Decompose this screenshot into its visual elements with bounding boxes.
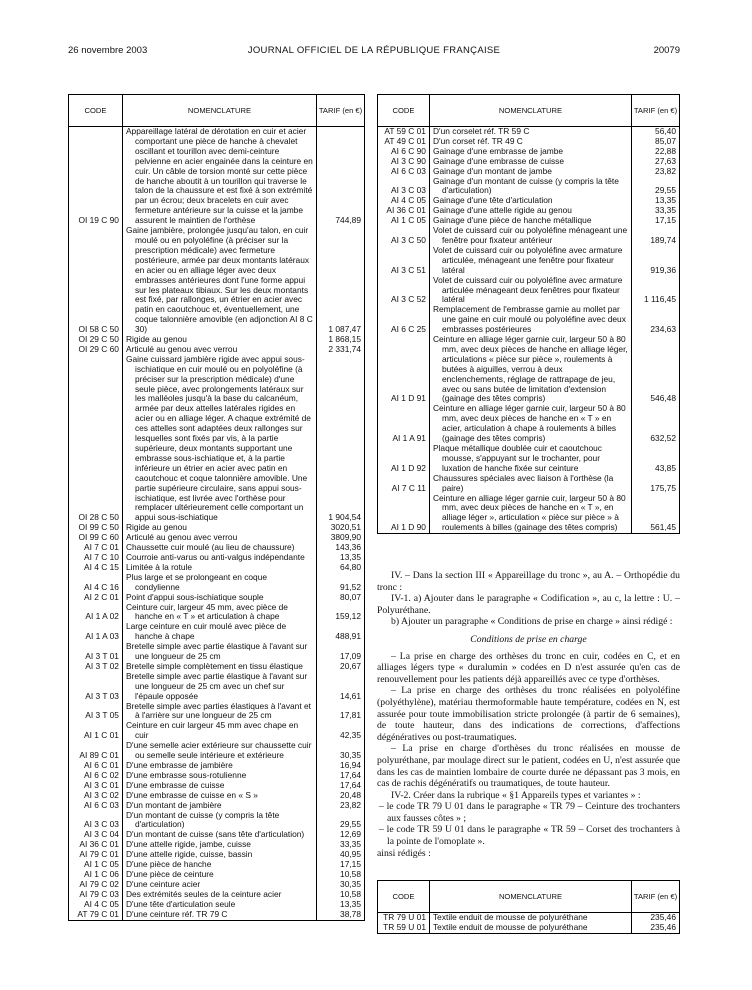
row-tarif: 14,61 — [317, 672, 365, 702]
table-row — [378, 335, 680, 404]
row-nomenclature-text: Chaussette cuir moulé (au lieu de chaussure) — [125, 542, 295, 553]
table-row — [69, 593, 365, 603]
header-page-number: 20079 — [653, 45, 680, 56]
row-tarif: 13,35 — [632, 196, 680, 206]
row-tarif: 17,81 — [317, 702, 365, 722]
row-tarif: 30,35 — [317, 741, 365, 761]
row-nomenclature — [122, 622, 316, 642]
row-code: AI 2 C 01 — [69, 593, 123, 603]
row-tarif: 91,52 — [317, 573, 365, 593]
small-nomenclature-table — [377, 880, 680, 934]
row-tarif: 27,63 — [632, 157, 680, 167]
row-tarif: 175,75 — [632, 474, 680, 494]
row-nomenclature — [429, 226, 631, 246]
row-tarif: 23,82 — [317, 801, 365, 811]
table-row — [69, 741, 365, 761]
row-nomenclature-text: Bretelle simple avec partie élastique à l'avant sur une longueur de 25 cm — [125, 641, 308, 662]
row-tarif: 20,67 — [317, 662, 365, 672]
row-code: AI 3 C 01 — [69, 781, 123, 791]
table-row — [378, 246, 680, 276]
row-code: AI 1 A 91 — [378, 404, 430, 444]
table-row — [378, 177, 680, 197]
row-code: AI 1 C 06 — [69, 870, 123, 880]
row-code: AI 7 C 11 — [378, 474, 430, 494]
row-tarif: 17,64 — [317, 771, 365, 781]
row-nomenclature-text: Gaine jambière, prolongée jusqu'au talon, en cuir moulé ou en polyoléfine (à préciser sur la prescription médicale) avec fermeture postérieure, armée par deux montants latéraux en acier ou en alliage léger avec deux embrasses antérieures dont l'une forme appui sur les plateaux tibiaux. Sur les deux montants est fixé, par rallonges, un étrier en acier avec patin en caoutchouc et, éventuellement, une coque talonnière amovible (en adjonction AI 8 C 30) — [125, 225, 313, 335]
row-nomenclature-text: Gainage d'une pièce de hanche métallique — [432, 215, 592, 226]
row-tarif: 159,12 — [317, 603, 365, 623]
row-tarif: 43,85 — [632, 444, 680, 474]
row-code: AI 3 T 01 — [69, 642, 123, 662]
row-code: AI 1 C 05 — [378, 216, 430, 226]
row-tarif: 22,88 — [632, 147, 680, 157]
row-nomenclature-text: Bretelle simple complètement en tissu élastique — [125, 660, 303, 671]
row-tarif: 235,46 — [632, 913, 680, 923]
row-nomenclature-text: Ceinture en alliage léger garnie cuir, largeur 50 à 80 mm, avec deux pièces de hanche en alliage léger, articulations « pièce sur pièce », roulements à butées à aiguilles, verrou à deux enclenchements, réglage de rattrapage de jeu, avec ou sans butée de limitation d'extension (gainage des têtes compris) — [432, 334, 628, 404]
row-nomenclature-text: D'une embrasse de cuisse en « S » — [125, 789, 258, 800]
row-tarif: 143,36 — [317, 543, 365, 553]
right-nomenclature-table — [377, 94, 680, 534]
table-row — [378, 226, 680, 246]
row-nomenclature-text: Point d'appui sous-ischiatique souple — [125, 591, 264, 602]
row-tarif: 234,63 — [632, 305, 680, 335]
row-tarif: 33,35 — [317, 840, 365, 850]
row-nomenclature-text: D'une embrasse de jambière — [125, 760, 233, 770]
row-code: TR 59 U 01 — [378, 923, 430, 933]
table-row — [69, 811, 365, 831]
paragraph-iv-1-b: b) Ajouter un paragraphe « Conditions de prise en charge » ainsi rédigé : — [391, 616, 673, 628]
row-tarif: 13,35 — [317, 553, 365, 563]
table-row — [69, 910, 365, 920]
row-code: AI 79 C 03 — [69, 890, 123, 900]
row-nomenclature-text: Volet de cuissard cuir ou polyoléfine avec armature articulée ménageant deux fenêtres pour fixateur latéral — [432, 274, 623, 305]
row-code: AI 6 C 02 — [69, 771, 123, 781]
row-nomenclature-text: Gainage d'une embrasse de cuisse — [432, 155, 564, 166]
table-row — [378, 305, 680, 335]
row-tarif: 744,89 — [317, 127, 365, 227]
row-tarif: 33,35 — [632, 206, 680, 216]
row-nomenclature — [122, 672, 316, 702]
row-code: AI 6 C 25 — [378, 305, 430, 335]
col-nomenclature-header: NOMENCLATURE — [429, 881, 631, 913]
row-tarif: 80,07 — [317, 593, 365, 603]
row-nomenclature-text: D'une embrasse sous-rotulienne — [125, 769, 247, 780]
row-code: AI 6 C 03 — [378, 167, 430, 177]
row-tarif: 40,95 — [317, 850, 365, 860]
col-code-header: CODE — [378, 95, 430, 127]
row-nomenclature-text: D'une pièce de ceinture — [125, 868, 214, 879]
row-nomenclature — [122, 226, 316, 335]
row-nomenclature-text: Limitée à la rotule — [125, 561, 193, 572]
list-item-tr79: – le code TR 79 U 01 dans le paragraphe « TR 79 – Ceinture des trochanters aux fausses côtes » ; — [379, 801, 680, 824]
row-nomenclature — [429, 494, 631, 534]
row-code: OI 19 C 90 — [69, 127, 123, 227]
row-nomenclature-text: Chaussures spéciales avec liaison à l'orthèse (la paire) — [432, 472, 614, 493]
paragraph-ainsi-rediges: ainsi rédigés : — [377, 847, 431, 859]
row-code: OI 99 C 60 — [69, 533, 123, 543]
row-nomenclature-text: D'un corselet réf. TR 59 C — [432, 126, 530, 136]
row-nomenclature — [122, 127, 316, 227]
col-tarif-header: TARIF (en €) — [632, 95, 680, 127]
row-nomenclature — [429, 335, 631, 404]
row-code: AT 49 C 01 — [378, 137, 430, 147]
row-tarif: 1 868,15 — [317, 335, 365, 345]
table-row — [69, 642, 365, 662]
row-tarif: 235,46 — [632, 923, 680, 933]
row-tarif: 17,64 — [317, 781, 365, 791]
text-block — [377, 570, 680, 859]
row-nomenclature — [429, 305, 631, 335]
row-tarif: 632,52 — [632, 404, 680, 444]
table-row — [378, 444, 680, 474]
row-tarif: 3020,51 — [317, 523, 365, 533]
row-code: AI 6 C 90 — [378, 147, 430, 157]
row-nomenclature-text: Plaque métallique doublée cuir et caoutchouc mousse, s'appuyant sur le trochanter, pour luxation de hanche fixée sur ceinture — [432, 443, 602, 473]
table-row — [378, 474, 680, 494]
table-row — [69, 603, 365, 623]
row-nomenclature — [122, 573, 316, 593]
table-row — [69, 127, 365, 227]
row-nomenclature — [429, 444, 631, 474]
table-row — [378, 404, 680, 444]
row-nomenclature-text: D'une pièce de hanche — [125, 859, 212, 870]
row-nomenclature-text: Remplacement de l'embrasse garnie au mollet par une gaine en cuir moulé ou polyoléfine avec deux embrasses postérieures — [432, 304, 626, 335]
row-tarif: 17,09 — [317, 642, 365, 662]
table-row — [378, 276, 680, 306]
row-nomenclature-text: Gainage d'un montant de cuisse (y compris la tête d'articulation) — [432, 175, 619, 196]
row-code: AI 3 C 90 — [378, 157, 430, 167]
row-code: AI 3 C 03 — [69, 811, 123, 831]
row-tarif: 23,82 — [632, 167, 680, 177]
row-code: AI 36 C 01 — [69, 840, 123, 850]
row-tarif: 3809,90 — [317, 533, 365, 543]
row-code: TR 79 U 01 — [378, 913, 430, 923]
row-code: AI 1 A 03 — [69, 622, 123, 642]
row-nomenclature — [429, 177, 631, 197]
row-nomenclature-text: Ceinture en alliage léger garnie cuir, largeur 50 à 80 mm, avec deux pièces de hanche en « T », en alliage léger », articulation « pièce sur pièce » à roulements à billes (gainage des têtes compris) — [432, 492, 626, 533]
row-nomenclature — [122, 642, 316, 662]
row-code: AI 89 C 01 — [69, 741, 123, 761]
row-tarif: 2 331,74 — [317, 345, 365, 355]
row-nomenclature — [122, 593, 316, 603]
row-tarif: 561,45 — [632, 494, 680, 534]
row-code: OI 58 C 50 — [69, 226, 123, 335]
row-nomenclature-text: D'un montant de cuisse (y compris la tête d'articulation) — [125, 809, 280, 830]
row-nomenclature — [122, 741, 316, 761]
row-code: AI 1 D 91 — [378, 335, 430, 404]
table-row — [378, 494, 680, 534]
col-tarif-header: TARIF (en €) — [317, 95, 365, 127]
page-header — [68, 45, 680, 59]
col-code-header: CODE — [378, 881, 430, 913]
row-nomenclature-text: Bretelle simple avec partie élastique à l'avant sur une longueur de 25 cm avec un chef sur l'épaule opposée — [125, 670, 308, 701]
table-row — [69, 622, 365, 642]
row-code: AI 1 C 01 — [69, 721, 123, 741]
row-code: AI 3 C 52 — [378, 276, 430, 306]
row-code: AI 3 C 03 — [378, 177, 430, 197]
row-code: AI 6 C 03 — [69, 801, 123, 811]
row-nomenclature-text: Textile enduit de mousse de polyuréthane — [432, 912, 588, 922]
row-tarif: 85,07 — [632, 137, 680, 147]
row-nomenclature-text: D'une ceinture acier — [125, 878, 201, 889]
list-item-tr59: – le code TR 59 U 01 dans le paragraphe « TR 59 – Corset des trochanters à la pointe de l'omoplate ». — [379, 824, 680, 848]
row-nomenclature-text: Gaine cuissard jambière rigide avec appui sous-ischiatique en cuir moulé ou en polyoléfine (à préciser sur la prescription médicale) d'une seule pièce, avec prolongements latéraux sur les malléoles jusqu'à la base du calcanéum, armée par deux attelles latérales rigides en acier ou en alliage léger. A chaque extrémité de ces attelles sont adaptées deux rallonges sur lesquelles sont fixés par vis, à la partie supérieure, deux montants supportant une embrasse sous-ischiatique et, à la partie inférieure un étrier en acier avec patin en caoutchouc et coque talonnière amovible. Une partie supérieure circulaire, sans appui sous-ischiatique, est livrée avec l'orthèse pour remplacer ultérieurement celle comportant un appui sous-ischiatique — [125, 353, 311, 523]
paragraph-iv-2: IV-2. Créer dans la rubrique « §1 Appareils types et variantes » : — [391, 789, 641, 801]
row-nomenclature-text: D'une tête d'articulation seule — [125, 898, 236, 909]
row-tarif: 17,15 — [632, 216, 680, 226]
table-row — [69, 721, 365, 741]
row-code: AT 59 C 01 — [378, 127, 430, 137]
row-nomenclature-text: Volet de cuissard cuir ou polyoléfine avec armature articulée, ménageant une fenêtre pour fixateur latéral — [432, 244, 623, 275]
table-row — [69, 355, 365, 523]
row-nomenclature-text: Large ceinture en cuir moulé avec pièce de hanche à chape — [125, 621, 287, 642]
row-nomenclature — [429, 404, 631, 444]
row-nomenclature — [429, 276, 631, 306]
row-code: AI 79 C 02 — [69, 880, 123, 890]
row-tarif: 30,35 — [317, 880, 365, 890]
header-journal: JOURNAL OFFICIEL DE LA RÉPUBLIQUE FRANÇAISE — [247, 45, 501, 56]
col-nomenclature-header: NOMENCLATURE — [429, 95, 631, 127]
row-tarif: 13,35 — [317, 900, 365, 910]
row-nomenclature-text: Ceinture en alliage léger garnie cuir, largeur 50 à 80 mm, avec deux pièces de hanche en « T » en acier, articulation à chape à roulements à billes (gainage des têtes compris) — [432, 403, 626, 444]
row-nomenclature — [122, 355, 316, 523]
row-nomenclature-text: D'une embrasse de cuisse — [125, 779, 225, 790]
row-nomenclature-text: Articulé au genou avec verrou — [125, 532, 238, 543]
row-nomenclature — [122, 721, 316, 741]
row-nomenclature-text: Gainage d'une tête d'articulation — [432, 195, 553, 206]
row-nomenclature-text: D'un montant de jambière — [125, 799, 222, 810]
row-code: AI 3 T 03 — [69, 672, 123, 702]
table-row — [69, 672, 365, 702]
row-tarif: 29,55 — [632, 177, 680, 197]
row-code: AI 1 D 92 — [378, 444, 430, 474]
row-tarif: 10,58 — [317, 870, 365, 880]
table-row — [69, 702, 365, 722]
row-code: AI 3 C 04 — [69, 830, 123, 840]
row-code: OI 29 C 60 — [69, 345, 123, 355]
row-nomenclature-text: Plus large et se prolongeant en coque condylienne — [125, 571, 268, 592]
row-tarif: 64,80 — [317, 563, 365, 573]
row-nomenclature-text: Courroie anti-varus ou anti-valgus indépendante — [125, 551, 305, 562]
row-code: AI 7 C 10 — [69, 553, 123, 563]
row-code: AT 79 C 01 — [69, 910, 123, 920]
row-code: AI 4 C 16 — [69, 573, 123, 593]
row-tarif: 29,55 — [317, 811, 365, 831]
row-code: AI 3 T 05 — [69, 702, 123, 722]
row-nomenclature-text: Rigide au genou — [125, 334, 187, 345]
row-tarif: 1 116,45 — [632, 276, 680, 306]
row-tarif: 1 087,47 — [317, 226, 365, 335]
row-tarif: 189,74 — [632, 226, 680, 246]
table-row — [378, 923, 680, 933]
row-nomenclature-text: Volet de cuissard cuir ou polyoléfine ménageant une fenêtre pour fixateur antérieur — [432, 225, 628, 245]
row-nomenclature-text: D'une semelle acier extérieure sur chaussette cuir ou semelle seule intérieure et extérieure — [125, 740, 312, 761]
row-code: AI 3 T 02 — [69, 662, 123, 672]
row-nomenclature-text: Gainage d'un montant de jambe — [432, 165, 552, 176]
row-nomenclature-text: D'un corset réf. TR 49 C — [432, 135, 523, 146]
table-row — [69, 573, 365, 593]
row-code: AI 79 C 01 — [69, 850, 123, 860]
row-tarif: 919,36 — [632, 246, 680, 276]
row-tarif: 546,48 — [632, 335, 680, 404]
row-tarif: 12,69 — [317, 830, 365, 840]
col-nomenclature-header: NOMENCLATURE — [122, 95, 316, 127]
row-nomenclature-text: Textile enduit de mousse de polyuréthane — [432, 921, 588, 932]
row-nomenclature-text: Ceinture cuir, largeur 45 mm, avec pièce de hanche en « T » et articulation à chape — [125, 601, 288, 622]
row-nomenclature-text: Ceinture en cuir largeur 45 mm avec chape en cuir — [125, 720, 299, 741]
row-nomenclature-text: D'une ceinture réf. TR 79 C — [125, 908, 228, 919]
row-nomenclature-text: Bretelle simple avec parties élastiques à l'avant et à l'arrière sur une longueur de 25 cm — [125, 700, 311, 721]
row-tarif: 42,35 — [317, 721, 365, 741]
row-nomenclature-text: D'un montant de cuisse (sans tête d'articulation) — [125, 829, 305, 840]
row-nomenclature — [429, 923, 631, 933]
row-code: AI 3 C 02 — [69, 791, 123, 801]
row-tarif: 16,94 — [317, 761, 365, 771]
row-code: OI 28 C 50 — [69, 355, 123, 523]
row-code: AI 3 C 51 — [378, 246, 430, 276]
row-nomenclature — [429, 246, 631, 276]
row-tarif: 1 904,54 — [317, 355, 365, 523]
col-tarif-header: TARIF (en €) — [632, 881, 680, 913]
paragraph-condition-2: – La prise en charge des orthèses du tronc réalisées en polyoléfine (polyéthylène), matériau thermoformable haute température, codées en N, est assurée pour toute immobilisation stricte prolongée (à partir de 6 semaines), de toute hauteur, dans des indications de corrections, d'affections dégénératives ou post-traumatiques. — [377, 685, 680, 743]
row-tarif: 56,40 — [632, 127, 680, 137]
row-code: AI 36 C 01 — [378, 206, 430, 216]
row-nomenclature-text: D'une attelle rigide, jambe, cuisse — [125, 839, 251, 850]
row-nomenclature — [122, 910, 316, 920]
section-title: Conditions de prise en charge — [470, 633, 587, 645]
paragraph-iv-1-a: IV-1. a) Ajouter dans le paragraphe « Codification », au c, la lettre : U. – Polyuréthane. — [377, 593, 680, 616]
left-nomenclature-table — [68, 94, 365, 921]
row-code: AI 1 A 02 — [69, 603, 123, 623]
paragraph-section-iv: IV. – Dans la section III « Appareillage du tronc », au A. – Orthopédie du tronc : — [377, 570, 680, 593]
header-date: 26 novembre 2003 — [68, 45, 148, 56]
row-code: OI 29 C 50 — [69, 335, 123, 345]
row-code: AI 4 C 15 — [69, 563, 123, 573]
paragraph-condition-3: – La prise en charge d'orthèses du tronc réalisées en mousse de polyuréthane, par moulage direct sur le patient, codées en U, n'est assurée que dans les cas de maintien lombaire de courte durée ne dépassant pas 3 mois, en cas de rachis dégénératifs ou traumatiques, de toute hauteur. — [377, 743, 680, 790]
row-nomenclature — [122, 811, 316, 831]
row-nomenclature-text: Gainage d'une attelle rigide au genou — [432, 205, 572, 216]
table-row — [69, 226, 365, 335]
col-code-header: CODE — [69, 95, 123, 127]
row-nomenclature-text: Rigide au genou — [125, 522, 187, 533]
row-tarif: 17,15 — [317, 860, 365, 870]
row-nomenclature-text: Des extrémités seules de la ceinture acier — [125, 888, 282, 899]
row-nomenclature — [122, 603, 316, 623]
row-code: AI 4 C 05 — [69, 900, 123, 910]
row-code: AI 1 C 05 — [69, 860, 123, 870]
row-tarif: 488,91 — [317, 622, 365, 642]
row-code: AI 7 C 01 — [69, 543, 123, 553]
row-nomenclature-text: D'une attelle rigide, cuisse, bassin — [125, 849, 253, 860]
row-nomenclature-text: Articulé au genou avec verrou — [125, 343, 238, 354]
row-code: AI 3 C 50 — [378, 226, 430, 246]
row-tarif: 38,78 — [317, 910, 365, 920]
row-code: OI 99 C 50 — [69, 523, 123, 533]
paragraph-condition-1: – La prise en charge des orthèses du tronc en cuir, codées en C, et en alliages légers type « duralumin » codées en D n'est assurée qu'en cas de renouvellement pour les patients déjà appareillés avec ce type d'orthèses. — [377, 650, 680, 685]
row-code: AI 6 C 01 — [69, 761, 123, 771]
row-nomenclature-text: Gainage d'une embrasse de jambe — [432, 145, 564, 156]
row-code: AI 4 C 05 — [378, 196, 430, 206]
row-tarif: 20,48 — [317, 791, 365, 801]
row-nomenclature — [122, 702, 316, 722]
row-tarif: 10,58 — [317, 890, 365, 900]
row-code: AI 1 D 90 — [378, 494, 430, 534]
row-nomenclature-text: Appareillage latéral de dérotation en cuir et acier comportant une pièce de hanche à chevalet oscillant et tourillon avec demi-ceinture pelvienne en acier engainée dans la ceinture en cuir. Un câble de torsion monté sur cette pièce de hanche aboutit à un tourillon qui traverse le talon de la chaussure et est fixé à son extrémité par un écrou; deux bracelets en cuir avec fermeture antérieure sur la cuisse et la jambe assurent le maintien de l'orthèse — [125, 126, 313, 226]
row-nomenclature — [429, 474, 631, 494]
